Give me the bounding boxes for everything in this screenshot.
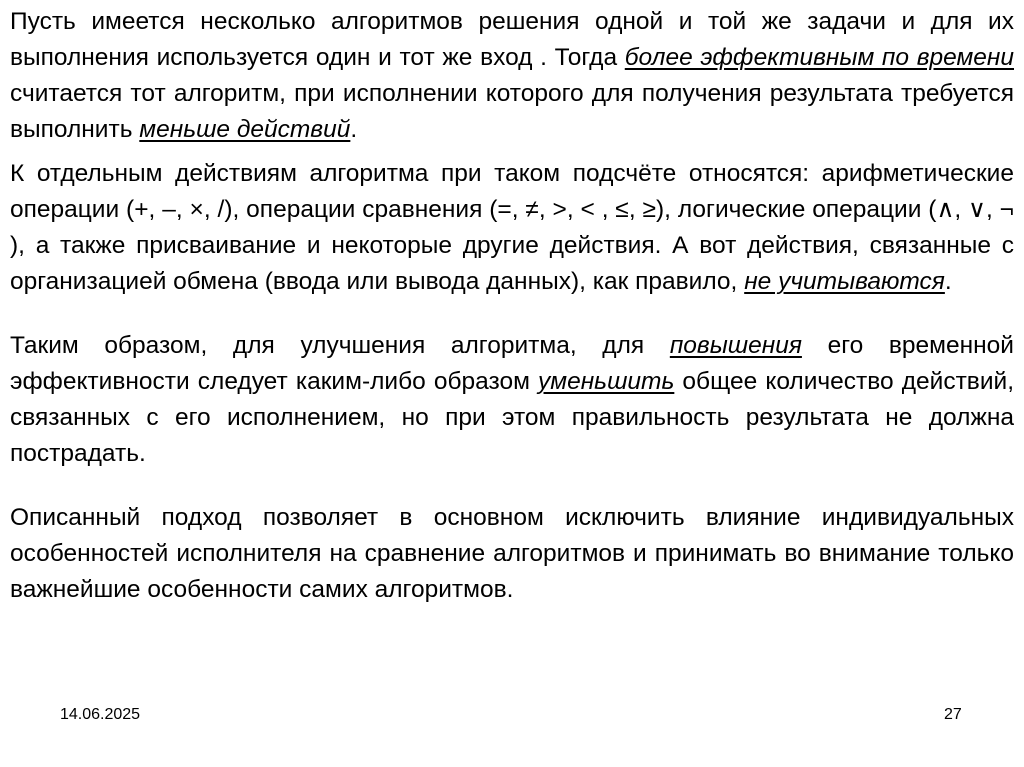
text-segment: Пусть имеется несколько алгоритмов решения одной и той же задачи и для их выполнения используется один и тот же вход . Тогда (10, 8, 1014, 71)
page-number: 27 (944, 706, 962, 723)
emphasis-more-time-efficient: более эффективным по времени (624, 44, 1014, 71)
emphasis-reduce: уменьшить (538, 368, 675, 395)
text-segment: К отдельным действиям алгоритма при таком подсчёте относятся: арифметические операции (+, –, ×, /), операции сравнения (=, ≠, >, < , ≤, ≥), логические операции (∧, ∨, ¬ ), а также присваивание и некоторые другие действия. А вот действия, связанные с организацией обмена (ввода или вывода данных), как правило, (10, 160, 1014, 295)
text-segment: . (944, 268, 952, 295)
text-segment: . (350, 116, 358, 143)
paragraph-improvement (10, 328, 1014, 472)
text-segment: считается тот алгоритм, при исполнении которого для получения результата требуется выполнить (10, 80, 1014, 143)
footer-date: 14.06.2025 (60, 706, 141, 723)
text-segment: общее количество действий, связанных с его исполнением, но при этом правильность результата не должна пострадать. (10, 368, 1014, 467)
paragraph-counted-actions (10, 156, 1014, 300)
text-segment: Таким образом, для улучшения алгоритма, для (10, 332, 670, 359)
text-segment: Описанный подход позволяет в основном исключить влияние индивидуальных особенностей исполнителя на сравнение алгоритмов и принимать во внимание только важнейшие особенности самих алгоритмов. (10, 504, 1014, 603)
emphasis-fewer-actions: меньше действий (139, 116, 351, 143)
emphasis-increase: повышения (669, 332, 802, 359)
slide-content (10, 4, 1014, 608)
text-segment: его временной эффективности следует каким-либо образом (10, 332, 1014, 395)
emphasis-not-counted: не учитываются (744, 268, 945, 295)
paragraph-approach-summary (10, 500, 1014, 608)
paragraph-efficiency-definition (10, 4, 1014, 148)
